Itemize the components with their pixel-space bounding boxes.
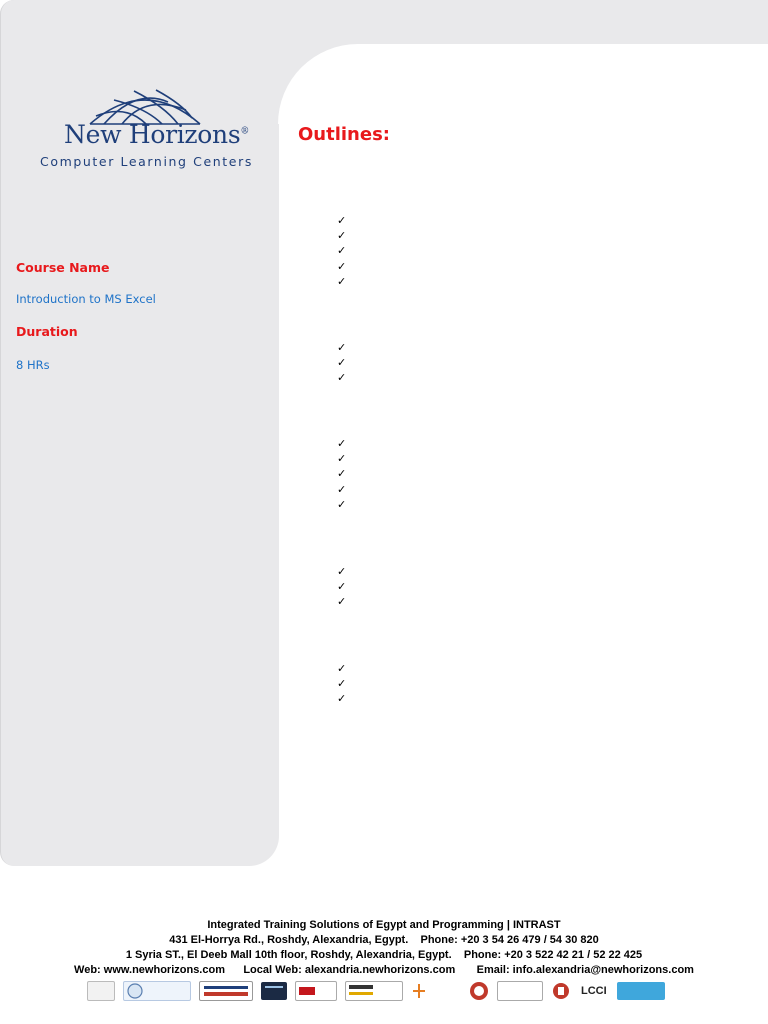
check-icon: ✓ [337, 482, 347, 496]
small-badge-logo [497, 981, 543, 1001]
footer-company: Integrated Training Solutions of Egypt and Programming | INTRAST [207, 919, 561, 931]
outline-group-4 [337, 564, 346, 610]
check-icon: ✓ [337, 452, 347, 466]
new-horizons-logo [40, 86, 252, 176]
microsoft-logo [345, 981, 403, 1001]
toefl-ibt-logo [199, 981, 253, 1001]
brand-tagline: Computer Learning Centers [40, 154, 253, 169]
check-icon: ✓ [337, 580, 347, 594]
check-icon: ✓ [337, 229, 347, 243]
check-icon: ✓ [337, 371, 347, 385]
check-icon: ✓ [337, 274, 347, 288]
duration-value: 8 HRs [16, 358, 50, 372]
check-icon: ✓ [337, 595, 347, 609]
duration-label: Duration [16, 324, 78, 339]
outline-group-1 [337, 213, 346, 289]
check-icon: ✓ [337, 497, 347, 511]
course-name-value: Introduction to MS Excel [16, 292, 156, 306]
check-icon: ✓ [337, 259, 347, 273]
red-seal-logo [469, 982, 489, 1000]
check-icon: ✓ [337, 341, 347, 354]
check-icon: ✓ [337, 437, 347, 450]
outline-group-3 [337, 436, 346, 512]
outlines-title: Outlines: [298, 124, 390, 145]
check-icon: ✓ [337, 356, 347, 370]
lcci-logo [581, 982, 609, 1000]
unesco-logo [87, 981, 115, 1001]
shield-icon [551, 981, 571, 1001]
shield-logo [551, 982, 573, 1000]
footer-web: Web: www.newhorizons.com Local Web: alexandria.newhorizons.com Email: info.alexandria@newhorizons.com [74, 964, 694, 976]
panel-corner-curve [278, 44, 358, 124]
check-icon: ✓ [337, 244, 347, 258]
oracle-logo [295, 981, 337, 1001]
lcci-banner-logo [617, 982, 665, 1000]
check-icon: ✓ [337, 662, 347, 675]
footer-address-2: 1 Syria ST., El Deeb Mall 10th floor, Roshdy, Alexandria, Egypt. Phone: +20 3 522 42 21 / 52 22 425 [125, 949, 643, 961]
cisco-logo [261, 982, 287, 1000]
spark-icon [411, 982, 427, 1000]
seal-icon [469, 981, 489, 1001]
icdl-globe-icon [126, 982, 144, 1000]
brand-name: New Horizons® [64, 120, 250, 149]
lcci-text: LCCI [581, 985, 607, 997]
check-icon: ✓ [337, 692, 347, 706]
outline-group-2 [337, 340, 346, 386]
partner-logos [87, 980, 649, 1002]
icdl-logo [123, 981, 191, 1001]
check-icon: ✓ [337, 677, 347, 691]
footer-contact [0, 918, 768, 978]
footer-address-1: 431 El-Horrya Rd., Roshdy, Alexandria, Egypt. Phone: +20 3 54 26 479 / 54 30 820 [169, 934, 599, 946]
check-icon: ✓ [337, 565, 347, 578]
check-icon: ✓ [337, 467, 347, 481]
check-icon: ✓ [337, 214, 347, 227]
outline-group-5 [337, 661, 346, 707]
course-name-label: Course Name [16, 260, 110, 275]
tech-partner-logo [411, 982, 461, 1000]
